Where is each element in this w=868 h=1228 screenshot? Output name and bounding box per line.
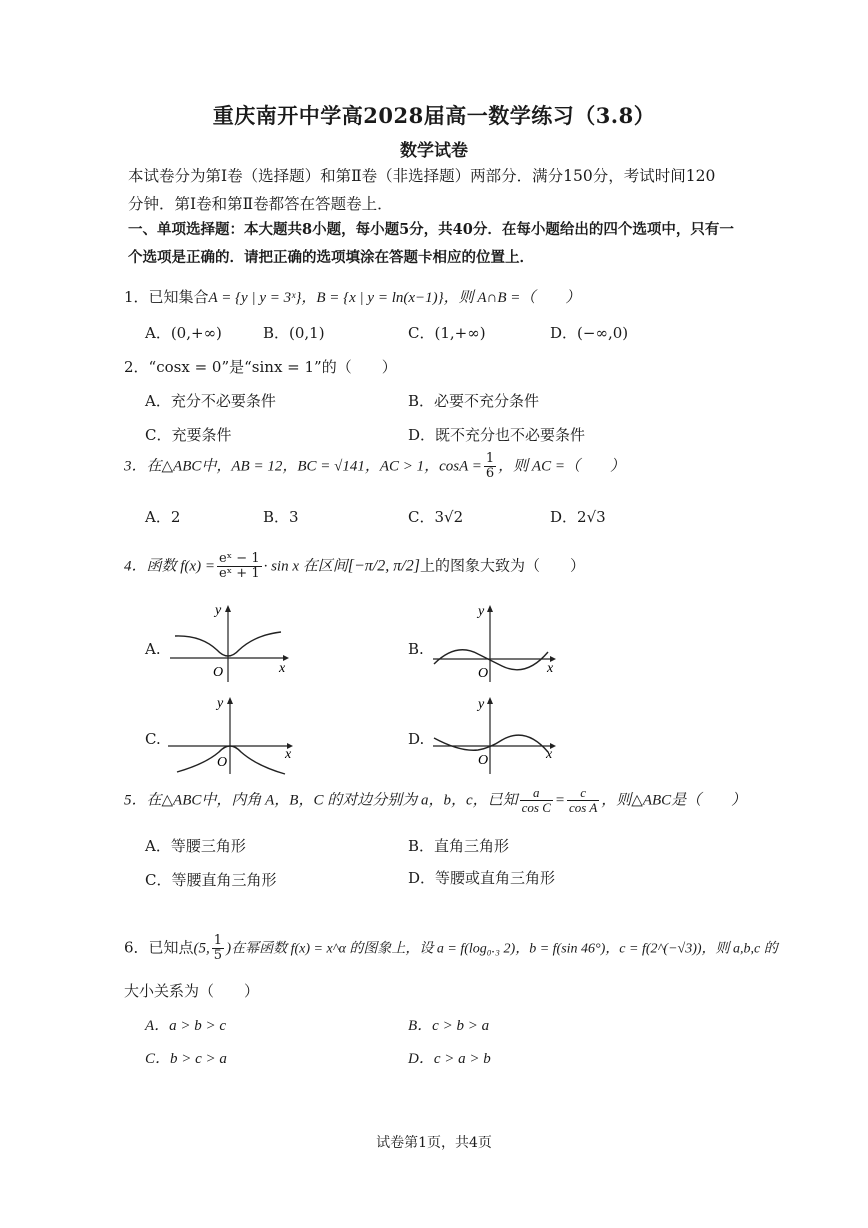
question-5-option-c[interactable]: C．等腰直角三角形 [145,871,277,889]
question-3-option-c[interactable]: C．3√2 [408,508,464,526]
graph-a-x-label: x [279,661,286,676]
question-3-frac-num: 1 [485,451,495,466]
question-4-option-b[interactable]: B. [408,640,424,658]
question-5-frac1-den: cos C [521,800,551,815]
page-subtitle: 数学试卷 [400,141,468,161]
question-6-option-a[interactable]: A．a > b > c [145,1018,227,1034]
question-4-option-d[interactable]: D. [408,730,425,748]
question-2-option-b[interactable]: B．必要不充分条件 [408,392,540,410]
question-4-stem-b: · sin x 在区间 [263,558,348,575]
question-3-option-a[interactable]: A．2 [145,508,181,526]
question-4-frac-den: eˣ + 1 [218,566,260,581]
question-4-option-a[interactable]: A. [145,640,161,658]
question-5-frac2-num: c [567,786,599,801]
question-1-option-d[interactable]: D．(−∞,0) [550,324,629,342]
question-1-option-a[interactable]: A．(0,+∞) [145,324,222,342]
section-1-line-1: 一、单项选择题：本大题共8小题，每小题5分，共40分．在每小题给出的四个选项中，只有一 [128,221,734,238]
question-4-interval: [−π/2, π/2] [347,557,420,575]
question-1-option-b[interactable]: B．(0,1) [263,324,325,342]
intro-line-2: 分钟．第Ⅰ卷和第Ⅱ卷都答在答题卷上． [128,195,393,213]
graph-b-origin: O [478,666,489,681]
question-5-option-d[interactable]: D．等腰或直角三角形 [408,869,556,887]
question-4-frac-num: eˣ − 1 [218,551,260,566]
graph-option-a[interactable] [165,602,295,684]
question-6-frac-den: 5 [213,948,223,963]
question-1-stem-a: 1．已知集合 [124,288,209,306]
question-6-frac-num: 1 [213,933,223,948]
question-5-option-a[interactable]: A．等腰三角形 [145,837,246,855]
question-2-option-a[interactable]: A．充分不必要条件 [145,392,276,410]
question-6-point-a: (5, [193,940,210,957]
question-5-frac2-den: cos A [568,800,598,815]
graph-b-x-label: x [547,661,554,676]
graph-c-y-label: y [217,696,224,711]
page-footer: 试卷第1页，共4页 [376,1135,492,1151]
question-5-option-b[interactable]: B．直角三角形 [408,837,510,855]
question-4-stem-c: 上的图象大致为（ ） [419,556,585,575]
question-3-fraction [484,452,496,481]
question-5-stem: 5．在△ABC中，内角 A，B，C 的对边分别为 a，b，c，已知 $\frac{a}{\text{cos C}}$ = $\frac{c}{\text{cos A}}$ ，则△ABC是（ ） [124,785,747,815]
question-3-option-b[interactable]: B．3 [263,508,299,526]
question-6-fraction [212,934,224,963]
question-2-stem: 2．“cosx = 0”是“sinx = 1”的（ ） [124,358,397,376]
question-1-option-c[interactable]: C．(1,+∞) [408,324,486,342]
question-4-option-c[interactable]: C. [145,730,161,748]
question-3-stem-b: ，则 AC =（ ） [498,458,625,475]
graph-option-d[interactable] [430,694,562,776]
graph-option-b[interactable] [430,602,562,684]
question-6-option-c[interactable]: C．b > c > a [145,1051,227,1067]
intro-line-1: 本试卷分为第Ⅰ卷（选择题）和第Ⅱ卷（非选择题）两部分．满分150分，考试时间120 [128,167,716,185]
graph-d-x-label: x [546,747,553,762]
question-5-stem-b: ，则△ABC是（ ） [601,792,747,809]
page-title: 重庆南开中学高2028届高一数学练习（3.8） [212,103,656,128]
question-3-frac-den: 6 [485,466,495,481]
question-2-option-d[interactable]: D．既不充分也不必要条件 [408,426,586,444]
question-1-stem [124,286,580,307]
question-6-point-b: ) [226,940,232,957]
question-5-frac1-num: a [520,786,553,801]
question-4-fraction [217,552,262,581]
graph-c-x-label: x [285,747,292,762]
graph-b-y-label: y [478,604,485,619]
graph-option-c[interactable] [165,694,300,776]
question-6-option-d[interactable]: D．c > a > b [408,1051,491,1067]
section-1-line-2: 个选项是正确的．请把正确的选项填涂在答题卡相应的位置上． [128,249,534,266]
question-3-stem-a: 3．在△ABC中，AB = 12，BC = √141，AC > 1，cosA = [124,458,482,475]
question-6-stem-b: 在幂函数 f(x) = x^α 的图象上，设 a = f(log₀.₃ 2)，b = f(sin 46°)，c = f(2^(−√3))，则 a,b,c 的 [231,941,778,957]
question-5-fraction-2 [567,786,599,815]
graph-a-origin: O [213,665,224,680]
question-4-stem [124,552,585,581]
question-5-stem-a: 5．在△ABC中，内角 A，B，C 的对边分别为 a，b，c，已知 [124,792,518,809]
graph-c-origin: O [217,755,228,770]
question-6-stem [124,934,778,963]
question-6-option-b[interactable]: B．c > b > a [408,1018,490,1034]
graph-d-y-label: y [478,697,485,712]
question-6-stem-a: 6．已知点 [124,938,194,957]
graph-a-y-label: y [215,603,222,618]
question-5-fraction-1 [520,786,553,815]
question-2-option-c[interactable]: C．充要条件 [145,426,232,444]
question-4-stem-a: 4．函数 f(x) = [124,558,215,575]
question-1-stem-b: A = {y | y = 3ˣ}，B = {x | y = ln(x−1)}，则 A∩B =（ ） [208,290,581,306]
question-3-stem [124,452,625,481]
question-6-stem-c: 大小关系为（ ） [124,982,260,1000]
graph-d-origin: O [478,753,489,768]
question-3-option-d[interactable]: D．2√3 [550,508,606,526]
